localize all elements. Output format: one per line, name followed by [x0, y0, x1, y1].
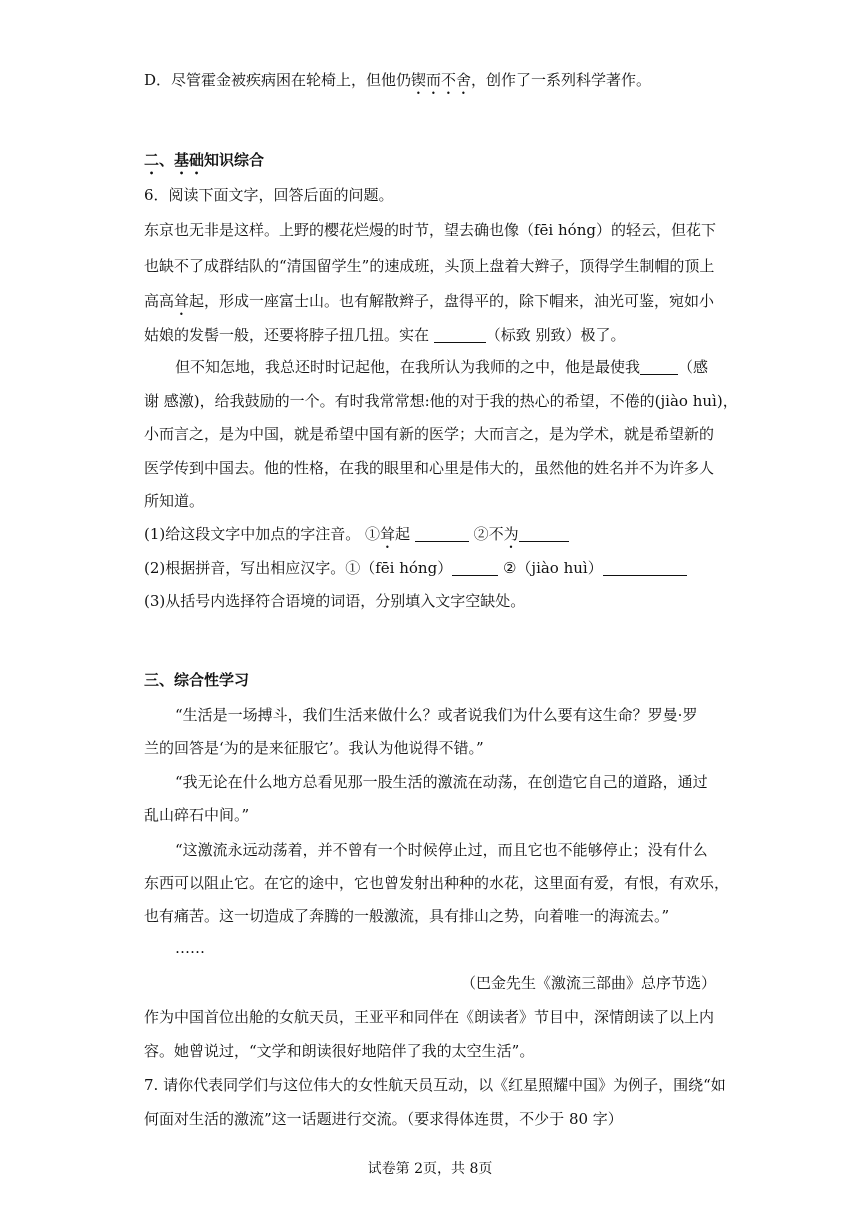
- option-d-emph: 锲而不舍: [411, 71, 472, 89]
- section2-title-emph: 二、基础: [144, 151, 205, 169]
- quote-source: （巴金先生《激流三部曲》总序节选）: [460, 974, 716, 992]
- answer-blank[interactable]: [640, 358, 678, 375]
- q6-p1-line1: 东京也无非是这样。上野的樱花烂熳的时节，望去确也像（fēi hóng）的轻云，但花下: [144, 221, 716, 239]
- sub1-a: (1)给这段文字中加点的字注音。 ①: [144, 525, 381, 543]
- sub1-c: ②不: [468, 525, 504, 543]
- answer-blank[interactable]: [452, 559, 498, 576]
- intro-line2: 容。她曾说过，“文学和朗读很好地陪伴了我的太空生活”。: [144, 1042, 535, 1060]
- quote3-line1: “这激流永远动荡着，并不曾有一个时候停止过，而且它也不能够停止；没有什么: [175, 841, 708, 859]
- quote3-line2: 东西可以阻止它。在它的途中，它也曾发射出种种的水花，这里面有爱，有恨，有欢乐，: [144, 874, 730, 892]
- q6-sub2: [144, 558, 687, 578]
- quote1-line1: “生活是一场搏斗，我们生活来做什么？或者说我们为什么要有这生命？罗曼·罗: [175, 706, 698, 724]
- q6-p1-line3: [144, 291, 714, 319]
- q6-p1-line4: [144, 325, 626, 345]
- q6-sub1: [144, 524, 569, 552]
- quote3-line3: 也有痛苦。这一切造成了奔腾的一般激流，具有排山之势，向着唯一的海流去。”: [144, 907, 670, 925]
- p1-l4b: （标致 别致）极了。: [485, 326, 626, 344]
- p1-l3a: 高高: [144, 292, 175, 310]
- p2-l1a: 但不知怎地，我总还时时记起他，在我所认为我师的之中，他是最使我: [175, 358, 641, 376]
- option-d-suffix: ，创作了一系列科学著作。: [471, 71, 652, 89]
- p1-l3-emph: 耸: [174, 292, 190, 310]
- sub1-word1: 耸: [380, 525, 396, 543]
- answer-blank[interactable]: [603, 559, 687, 576]
- p2-l1b: （感: [678, 358, 709, 376]
- sub1-word2: 为: [503, 525, 519, 543]
- q6-p2-line3: 小而言之，是为中国，就是希望中国有新的医学；大而言之，是为学术，就是希望新的: [144, 425, 715, 443]
- q6-prompt: 6．阅读下面文字，回答后面的问题。: [144, 186, 394, 204]
- page-footer: 试卷第 2页，共 8页: [367, 1161, 493, 1177]
- quote1-line2: 兰的回答是‘为的是来征服它’。我认为他说得不错。”: [144, 739, 484, 757]
- sub2-a: (2)根据拼音，写出相应汉字。①（fēi hóng）: [144, 559, 453, 577]
- intro-line1: 作为中国首位出舱的女航天员，王亚平和同伴在《朗读者》节目中，深情朗读了以上内: [144, 1008, 715, 1026]
- sub1-b: 起: [395, 525, 415, 543]
- q6-p2-line2: 谢 感激)，给我鼓励的一个。有时我常常想:他的对于我的热心的希望，不倦的(jiào huì)，: [144, 392, 738, 410]
- answer-blank[interactable]: [519, 525, 569, 542]
- section2-title: [144, 150, 264, 178]
- q7-line2: 何面对生活的激流”这一话题进行交流。（要求得体连贯，不少于 80 字）: [144, 1110, 623, 1128]
- option-d-prefix: D．尽管霍金被疾病困在轮椅上，但他仍: [144, 71, 412, 89]
- q6-p2-line5: 所知道。: [144, 492, 205, 510]
- q6-sub3: (3)从括号内选择符合语境的词语，分别填入文字空缺处。: [144, 592, 526, 610]
- q6-p2-line4: 医学传到中国去。他的性格，在我的眼里和心里是伟大的，虽然他的姓名并不为许多人: [144, 459, 715, 477]
- quote2-line1: “我无论在什么地方总看见那一股生活的激流在动荡，在创造它自己的道路，通过: [175, 773, 708, 791]
- quote2-line2: 乱山碎石中间。”: [144, 806, 250, 824]
- q7-line1: 7. 请你代表同学们与这位伟大的女性航天员互动，以《红星照耀中国》为例子，围绕“如: [144, 1076, 726, 1094]
- q5-option-d: [144, 70, 651, 98]
- p1-l4a: 姑娘的发髻一般，还要将脖子扭几扭。实在: [144, 326, 434, 344]
- p1-l3b: 起，形成一座富士山。也有解散辫子，盘得平的，除下帽来，油光可鉴，宛如小: [189, 292, 715, 310]
- sub2-b: ②（jiào huì）: [498, 559, 603, 577]
- section2-title-plain: 知识综合: [204, 151, 265, 169]
- ellipsis: ……: [175, 939, 205, 957]
- q6-p2-line1: [175, 357, 708, 377]
- section3-title: 三、综合性学习: [144, 671, 250, 689]
- q6-p1-line2: 也缺不了成群结队的“清国留学生”的速成班，头顶上盘着大辫子，顶得学生制帽的顶上: [144, 257, 715, 275]
- answer-blank[interactable]: [415, 525, 469, 542]
- answer-blank[interactable]: [434, 326, 486, 343]
